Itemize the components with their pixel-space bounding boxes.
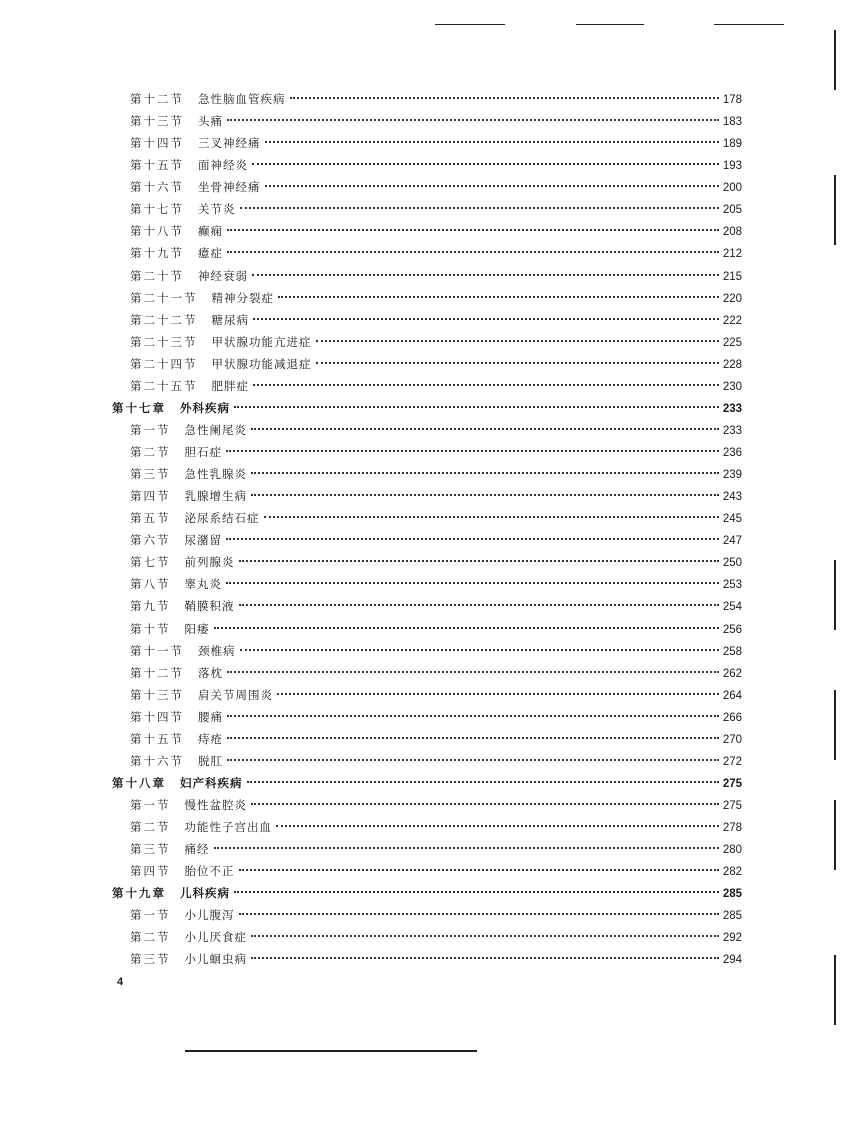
- dot-leader: [227, 119, 719, 121]
- toc-entry-number: 第十五节: [130, 158, 184, 173]
- toc-entry-title: 甲状腺功能减退症: [211, 356, 312, 371]
- toc-entry-title: 落枕: [198, 665, 223, 680]
- toc-entry-number: 第十六节: [130, 180, 184, 195]
- toc-entry-page: 189: [722, 138, 742, 151]
- toc-entry-page: 285: [722, 888, 742, 901]
- toc-entry-number: 第一节: [130, 798, 171, 812]
- dot-leader: [226, 538, 719, 540]
- toc-section-row: [112, 838, 742, 860]
- toc-entry-page: 254: [722, 601, 742, 614]
- toc-entry-page: 250: [722, 557, 742, 570]
- dot-leader: [251, 957, 719, 959]
- dot-leader: [227, 229, 719, 231]
- toc-chapter-row: [112, 882, 742, 904]
- toc-section-row: [112, 860, 742, 882]
- toc-entry-title: 痛经: [184, 842, 210, 857]
- toc-section-row: [112, 463, 742, 485]
- toc-entry-page: 272: [722, 755, 742, 768]
- toc-section-row: [112, 706, 742, 728]
- toc-entry-title: 胎位不正: [184, 864, 235, 879]
- dot-leader: [239, 869, 719, 871]
- toc-chapter-row: [112, 397, 742, 419]
- toc-entry-title: 面神经炎: [198, 158, 248, 173]
- toc-section-row: [112, 662, 742, 684]
- toc-entry-title: 关节炎: [198, 202, 236, 217]
- toc-entry-title: 急性脑血管疾病: [198, 92, 286, 106]
- toc-section-row: [112, 287, 742, 309]
- toc-entry-page: 228: [722, 358, 742, 371]
- toc-section-row: [112, 375, 742, 397]
- toc-entry-number: 第六节: [130, 533, 171, 548]
- toc-entry-title: 功能性子宫出血: [184, 820, 272, 835]
- toc-entry-number: 第二节: [130, 445, 171, 459]
- margin-rule-6: [834, 955, 836, 1025]
- dot-leader: [234, 891, 719, 893]
- toc-entry-page: 230: [722, 380, 742, 393]
- toc-section-row: [112, 331, 742, 353]
- header-rule-3: [714, 24, 784, 25]
- margin-rule-5: [834, 800, 836, 870]
- toc-entry-page: 236: [722, 447, 742, 459]
- dot-leader: [277, 693, 719, 695]
- toc-entry-page: 233: [722, 424, 742, 437]
- toc-section-row: [112, 176, 742, 198]
- toc-section-row: [112, 904, 742, 926]
- toc-entry-page: 247: [722, 535, 742, 548]
- toc-entry-number: 第二十二节: [130, 312, 198, 327]
- toc-entry-title: 小儿蛔虫病: [184, 952, 247, 967]
- margin-rule-1: [834, 30, 836, 90]
- footer-rule: [185, 1050, 477, 1052]
- toc-entry-number: 第十三节: [130, 687, 184, 702]
- toc-entry-number: 第十一节: [130, 643, 184, 658]
- toc-entry-number: 第四节: [130, 864, 171, 879]
- toc-entry-number: 第二节: [130, 820, 171, 835]
- toc-entry-page: 275: [722, 800, 742, 812]
- toc-entry-page: 278: [722, 822, 742, 835]
- toc-entry-title: 痔疮: [198, 731, 223, 746]
- toc-entry-number: 第二十节: [130, 268, 184, 283]
- dot-leader: [252, 274, 719, 276]
- dot-leader: [251, 494, 719, 496]
- toc-entry-title: 癔症: [198, 246, 223, 261]
- page-number: 4: [117, 976, 124, 988]
- toc-entry-number: 第二十四节: [130, 356, 198, 371]
- toc-section-row: [112, 265, 742, 287]
- toc-entry-number: 第十五节: [130, 731, 184, 746]
- toc-entry-number: 第三节: [130, 842, 171, 857]
- dot-leader: [265, 141, 719, 143]
- toc-entry-page: 205: [722, 204, 742, 217]
- toc-section-row: [112, 507, 742, 529]
- toc-entry-title: 头痛: [198, 114, 223, 129]
- toc-section-row: [112, 419, 742, 441]
- toc-entry-number: 第二十五节: [130, 378, 198, 393]
- toc-section-row: [112, 640, 742, 662]
- toc-entry-title: 乳腺增生病: [184, 489, 247, 504]
- toc-entry-number: 第二十三节: [130, 334, 198, 349]
- toc-entry-title: 颈椎病: [198, 643, 236, 658]
- toc-entry-page: 264: [722, 689, 742, 702]
- dot-leader: [251, 428, 719, 430]
- toc-section-row: [112, 816, 742, 838]
- toc-entry-page: 262: [722, 667, 742, 680]
- dot-leader: [316, 362, 719, 364]
- toc-entry-number: 第十九章: [112, 886, 166, 901]
- toc-entry-number: 第七节: [130, 555, 171, 570]
- toc-entry-number: 第十二节: [130, 665, 184, 680]
- toc-section-row: [112, 309, 742, 331]
- dot-leader: [253, 384, 719, 386]
- dot-leader: [265, 185, 719, 187]
- dot-leader: [251, 935, 719, 937]
- toc-entry-page: 200: [722, 182, 742, 195]
- toc-entry-page: 239: [722, 469, 742, 482]
- dot-leader: [227, 737, 719, 739]
- dot-leader: [226, 582, 719, 584]
- toc-entry-title: 小儿厌食症: [184, 930, 247, 945]
- toc-entry-page: 225: [722, 336, 742, 349]
- toc-entry-number: 第九节: [130, 599, 171, 614]
- toc-section-row: [112, 242, 742, 264]
- toc-section-row: [112, 220, 742, 242]
- toc-entry-page: 275: [722, 777, 742, 790]
- dot-leader: [227, 715, 719, 717]
- dot-leader: [214, 627, 719, 629]
- toc-entry-number: 第十三节: [130, 114, 184, 129]
- toc-chapter-row: [112, 772, 742, 794]
- toc-section-row: [112, 441, 742, 463]
- toc-entry-page: 215: [722, 270, 742, 283]
- toc-entry-number: 第十八章: [112, 775, 166, 790]
- toc-entry-title: 急性乳腺炎: [184, 467, 247, 482]
- dot-leader: [276, 825, 719, 827]
- dot-leader: [290, 97, 719, 99]
- toc-section-row: [112, 728, 742, 750]
- toc-entry-title: 睾丸炎: [184, 577, 222, 592]
- toc-entry-title: 糖尿病: [211, 312, 249, 327]
- toc-entry-number: 第十八节: [130, 224, 184, 239]
- toc-entry-title: 精神分裂症: [211, 290, 274, 305]
- toc-entry-title: 肥胖症: [211, 378, 249, 393]
- toc-entry-number: 第二十一节: [130, 290, 198, 305]
- toc-entry-page: 178: [722, 94, 742, 106]
- toc-entry-page: 208: [722, 226, 742, 239]
- toc-entry-title: 鞘膜积液: [184, 599, 235, 614]
- toc-entry-number: 第十四节: [130, 136, 184, 151]
- toc-entry-page: 285: [722, 910, 742, 923]
- toc-entry-title: 三叉神经痛: [198, 136, 261, 151]
- toc-section-row: [112, 618, 742, 640]
- toc-entry-title: 儿科疾病: [180, 886, 230, 901]
- toc-entry-page: 270: [722, 733, 742, 746]
- toc-entry-title: 慢性盆腔炎: [184, 798, 247, 812]
- table-of-contents: [112, 88, 742, 971]
- dot-leader: [239, 604, 719, 606]
- toc-entry-page: 253: [722, 579, 742, 592]
- toc-entry-title: 小儿腹泻: [184, 908, 235, 923]
- toc-entry-page: 280: [722, 844, 742, 857]
- toc-entry-number: 第二节: [130, 930, 171, 945]
- toc-entry-title: 急性阑尾炎: [184, 422, 247, 437]
- toc-entry-number: 第十七章: [112, 400, 166, 415]
- margin-rule-2: [834, 175, 836, 245]
- toc-section-row: [112, 926, 742, 948]
- dot-leader: [227, 759, 719, 761]
- dot-leader: [227, 671, 719, 673]
- toc-entry-page: 245: [722, 513, 742, 526]
- toc-entry-number: 第十四节: [130, 709, 184, 724]
- toc-entry-page: 183: [722, 116, 742, 129]
- header-rule-2: [576, 24, 644, 25]
- toc-section-row: [112, 529, 742, 551]
- toc-entry-title: 胆石症: [184, 445, 222, 459]
- toc-entry-page: 282: [722, 866, 742, 879]
- dot-leader: [239, 560, 719, 562]
- toc-section-row: [112, 154, 742, 176]
- toc-entry-number: 第八节: [130, 577, 171, 592]
- dot-leader: [247, 781, 719, 783]
- toc-entry-title: 甲状腺功能亢进症: [211, 334, 312, 349]
- toc-entry-number: 第一节: [130, 422, 171, 437]
- toc-entry-title: 外科疾病: [180, 400, 230, 415]
- dot-leader: [264, 516, 719, 518]
- dot-leader: [240, 649, 719, 651]
- toc-entry-page: 294: [722, 954, 742, 967]
- toc-entry-title: 泌尿系结石症: [184, 511, 260, 526]
- toc-entry-page: 222: [722, 314, 742, 327]
- toc-entry-number: 第十九节: [130, 246, 184, 261]
- toc-entry-page: 258: [722, 645, 742, 658]
- toc-section-row: [112, 794, 742, 816]
- toc-entry-number: 第十六节: [130, 753, 184, 768]
- toc-entry-title: 阳痿: [184, 621, 210, 636]
- toc-section-row: [112, 110, 742, 132]
- dot-leader: [316, 340, 719, 342]
- dot-leader: [227, 251, 719, 253]
- toc-entry-number: 第十七节: [130, 202, 184, 217]
- toc-section-row: [112, 88, 742, 110]
- dot-leader: [240, 207, 719, 209]
- toc-entry-title: 前列腺炎: [184, 555, 235, 570]
- toc-entry-title: 尿潴留: [184, 533, 222, 548]
- toc-section-row: [112, 132, 742, 154]
- dot-leader: [278, 296, 719, 298]
- toc-entry-number: 第三节: [130, 952, 171, 967]
- toc-entry-title: 癫痫: [198, 224, 223, 239]
- toc-entry-page: 212: [722, 248, 742, 261]
- toc-section-row: [112, 198, 742, 220]
- margin-rule-4: [834, 690, 836, 760]
- header-rule-1: [435, 24, 505, 25]
- toc-entry-number: 第三节: [130, 467, 171, 482]
- toc-entry-page: 243: [722, 491, 742, 504]
- toc-section-row: [112, 750, 742, 772]
- toc-entry-title: 脱肛: [198, 753, 223, 768]
- dot-leader: [239, 913, 719, 915]
- toc-entry-page: 220: [722, 292, 742, 305]
- toc-entry-page: 292: [722, 932, 742, 945]
- toc-section-row: [112, 948, 742, 970]
- toc-entry-number: 第十节: [130, 621, 171, 636]
- toc-entry-page: 256: [722, 623, 742, 636]
- dot-leader: [214, 847, 719, 849]
- toc-section-row: [112, 551, 742, 573]
- dot-leader: [252, 163, 719, 165]
- toc-entry-title: 肩关节周围炎: [198, 687, 273, 702]
- dot-leader: [253, 318, 719, 320]
- toc-entry-page: 266: [722, 711, 742, 724]
- toc-entry-number: 第五节: [130, 511, 171, 526]
- toc-entry-page: 233: [722, 402, 742, 415]
- toc-section-row: [112, 684, 742, 706]
- dot-leader: [226, 450, 719, 452]
- toc-section-row: [112, 595, 742, 617]
- dot-leader: [234, 406, 719, 408]
- toc-section-row: [112, 353, 742, 375]
- toc-section-row: [112, 485, 742, 507]
- toc-entry-title: 神经衰弱: [198, 268, 248, 283]
- toc-entry-title: 妇产科疾病: [180, 775, 243, 790]
- toc-section-row: [112, 573, 742, 595]
- dot-leader: [251, 803, 719, 805]
- toc-entry-title: 腰痛: [198, 709, 223, 724]
- toc-entry-number: 第四节: [130, 489, 171, 504]
- toc-entry-number: 第十二节: [130, 92, 184, 106]
- dot-leader: [251, 472, 719, 474]
- toc-entry-page: 193: [722, 160, 742, 173]
- margin-rule-3: [834, 560, 836, 630]
- toc-entry-title: 坐骨神经痛: [198, 180, 261, 195]
- toc-entry-number: 第一节: [130, 908, 171, 923]
